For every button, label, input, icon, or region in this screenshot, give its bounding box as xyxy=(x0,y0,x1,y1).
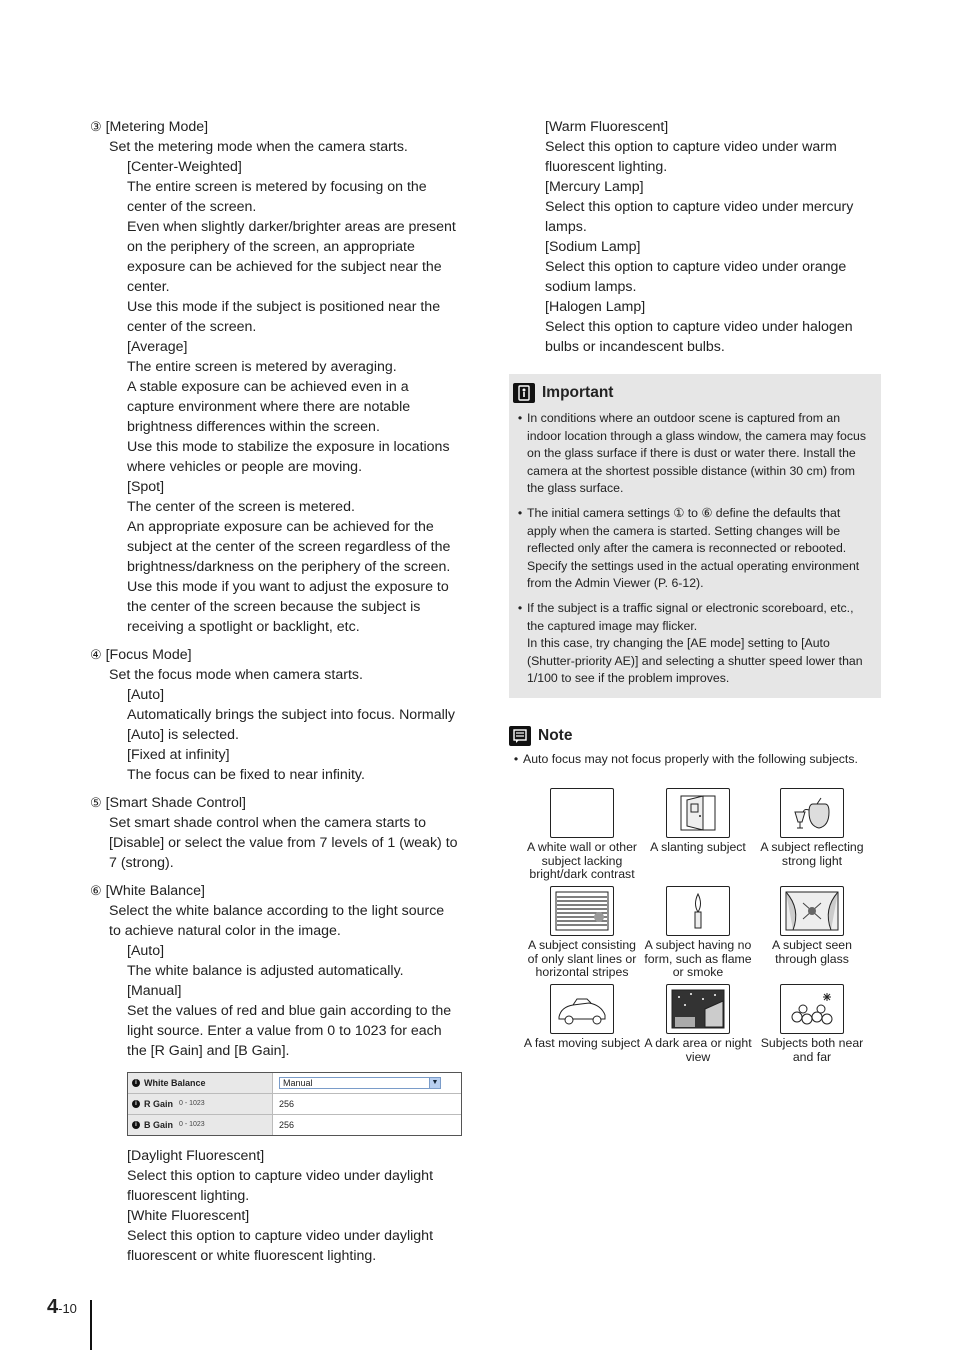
line-text: [Sodium Lamp] xyxy=(545,239,641,255)
line-text: [Auto] xyxy=(127,687,165,703)
text-line xyxy=(90,197,470,217)
line-text: A stable exposure can be achieved even in a xyxy=(127,379,409,395)
line-text: Select this option to capture video under daylight xyxy=(127,1168,434,1184)
flowers-near-far-icon xyxy=(780,984,844,1034)
text-line xyxy=(90,537,470,557)
moving-car-icon xyxy=(550,984,614,1034)
text-line xyxy=(90,377,470,397)
subject-caption: A fast moving subject xyxy=(523,1036,641,1050)
info-icon: i xyxy=(132,1079,140,1087)
important-bullets xyxy=(513,410,873,688)
gain-value[interactable]: 256 xyxy=(279,1099,295,1109)
line-text: center of the screen. xyxy=(127,199,257,215)
important-bullet xyxy=(513,505,873,593)
text-line xyxy=(90,257,470,277)
subject-example xyxy=(752,788,872,868)
settings-label xyxy=(128,1073,273,1093)
line-text: [Manual] xyxy=(127,983,182,999)
line-text: 7 (strong). xyxy=(109,855,174,871)
text-line xyxy=(90,437,470,457)
line-text: [White Balance] xyxy=(101,883,205,899)
line-text: Use this mode if the subject is positioned near the xyxy=(127,299,441,315)
text-line xyxy=(90,1246,470,1266)
line-text: on the periphery of the screen, an appropriate xyxy=(127,239,415,255)
important-header xyxy=(513,382,873,404)
section-heading xyxy=(90,793,470,813)
subject-caption: A slanting subject xyxy=(650,840,746,854)
info-icon: i xyxy=(132,1121,140,1129)
text-line xyxy=(90,397,470,417)
text-line xyxy=(90,921,470,941)
left-text-block-after xyxy=(90,1146,470,1266)
page-number xyxy=(47,1296,77,1319)
info-icon: i xyxy=(132,1100,140,1108)
text-line xyxy=(90,337,470,357)
subject-example xyxy=(638,788,758,855)
line-text: the center of the screen because the subject is xyxy=(127,599,421,615)
text-line xyxy=(90,1226,470,1246)
subject-example xyxy=(522,886,642,980)
line-text: subject at the center of the screen regardless of the xyxy=(127,539,451,555)
text-line xyxy=(90,517,470,537)
subject-example xyxy=(522,984,642,1051)
text-line xyxy=(526,137,886,157)
settings-value-cell xyxy=(273,1073,461,1093)
line-text: [Daylight Fluorescent] xyxy=(127,1148,265,1164)
label-text: R Gain xyxy=(144,1099,174,1109)
subject-example xyxy=(638,886,758,980)
text-line xyxy=(526,337,886,357)
line-text: [Auto] xyxy=(127,943,165,959)
line-text: [White Fluorescent] xyxy=(127,1208,250,1224)
line-text: Select this option to capture video under daylight xyxy=(127,1228,434,1244)
white-balance-select[interactable] xyxy=(279,1077,441,1089)
line-text: [Center-Weighted] xyxy=(127,159,242,175)
important-icon xyxy=(513,383,535,403)
line-text: the [R Gain] and [B Gain]. xyxy=(127,1043,290,1059)
text-line xyxy=(90,597,470,617)
text-line xyxy=(90,1166,470,1186)
footer-rule xyxy=(90,1300,92,1350)
subject-caption: A subject reflecting strong light xyxy=(760,840,864,868)
spacer xyxy=(90,873,470,881)
text-line xyxy=(90,685,470,705)
spacer xyxy=(90,637,470,645)
line-text: Select this option to capture video under mercury xyxy=(545,199,854,215)
text-line xyxy=(90,1041,470,1061)
subject-example xyxy=(638,984,758,1064)
line-text: [Warm Fluorescent] xyxy=(545,119,669,135)
left-text-block xyxy=(90,117,470,1061)
line-text: center of the screen. xyxy=(127,319,257,335)
section-heading xyxy=(90,117,470,137)
line-text: [Average] xyxy=(127,339,188,355)
label-text: B Gain xyxy=(144,1120,174,1130)
left-column xyxy=(90,117,470,1266)
text-line xyxy=(90,961,470,981)
line-text: Automatically brings the subject into focus. Normally xyxy=(127,707,456,723)
gain-value[interactable]: 256 xyxy=(279,1120,295,1130)
selected-value: Manual xyxy=(283,1078,313,1088)
blank-wall-icon xyxy=(550,788,614,838)
section-heading xyxy=(90,881,470,901)
slanted-door-icon xyxy=(666,788,730,838)
subject-caption: A white wall or other subject lacking bright/dark contrast xyxy=(526,840,638,881)
line-text: [Halogen Lamp] xyxy=(545,299,646,315)
chapter-number: 4 xyxy=(47,1296,59,1318)
line-text: [Disable] or select the value from 7 levels of 1 (weak) to xyxy=(109,835,458,851)
line-text: to achieve natural color in the image. xyxy=(109,923,341,939)
text-line xyxy=(90,217,470,237)
line-text: brightness differences within the screen. xyxy=(127,419,380,435)
important-bullet xyxy=(513,600,873,688)
bullet-dot: • xyxy=(517,411,523,425)
text-line xyxy=(90,901,470,921)
line-text: The center of the screen is metered. xyxy=(127,499,355,515)
text-line xyxy=(526,177,886,197)
text-line xyxy=(90,617,470,637)
text-line xyxy=(90,1021,470,1041)
subject-caption: Subjects both near and far xyxy=(760,1036,864,1064)
line-text: capture environment where there are notable xyxy=(127,399,411,415)
text-line xyxy=(90,853,470,873)
line-text: brightness/darkness on the periphery of the screen. xyxy=(127,559,451,575)
line-text: Even when slightly darker/brighter areas are present xyxy=(127,219,456,235)
item-number: ④ xyxy=(90,647,102,662)
text-line xyxy=(526,117,886,137)
item-number: ③ xyxy=(90,119,102,134)
text-line xyxy=(90,833,470,853)
text-line xyxy=(90,577,470,597)
text-line xyxy=(90,1001,470,1021)
line-text: bulbs or incandescent bulbs. xyxy=(545,339,725,355)
text-line xyxy=(526,197,886,217)
spacer xyxy=(90,785,470,793)
text-line xyxy=(90,277,470,297)
subject-caption: A subject seen through glass xyxy=(772,938,852,966)
subject-example xyxy=(752,984,872,1064)
text-line xyxy=(90,417,470,437)
line-text: Select this option to capture video under orange xyxy=(545,259,847,275)
text-line xyxy=(90,765,470,785)
line-text: center. xyxy=(127,279,170,295)
text-line xyxy=(90,705,470,725)
line-text: Set the focus mode when camera starts. xyxy=(109,667,363,683)
line-text: fluorescent lighting. xyxy=(127,1188,250,1204)
teapot-glass-icon xyxy=(780,788,844,838)
line-text: [Smart Shade Control] xyxy=(101,795,246,811)
line-text: An appropriate exposure can be achieved for the xyxy=(127,519,434,535)
bullet-text: In conditions where an outdoor scene is captured from an indoor location through a glass window, the camera may focus on the glass surface if there is dust or water there. Install the camera at the shortest possible distance (within 30 cm) from the glass surface. xyxy=(527,411,867,496)
text-line xyxy=(90,813,470,833)
note-title: Note xyxy=(538,727,573,744)
bullet-dot: • xyxy=(517,600,523,615)
text-line xyxy=(526,317,886,337)
line-text: [Spot] xyxy=(127,479,165,495)
text-line xyxy=(90,1206,470,1226)
line-text: Select the white balance according to the light source xyxy=(109,903,445,919)
line-text: light source. Enter a value from 0 to 1023 for each xyxy=(127,1023,442,1039)
line-text: Select this option to capture video under halogen xyxy=(545,319,853,335)
note-icon xyxy=(509,726,531,746)
settings-label xyxy=(128,1115,273,1135)
text-line xyxy=(90,745,470,765)
settings-label xyxy=(128,1094,273,1114)
text-line xyxy=(90,157,470,177)
text-line xyxy=(90,557,470,577)
line-text: exposure can be achieved for the subject near the xyxy=(127,259,442,275)
line-text: Set smart shade control when the camera starts to xyxy=(109,815,427,831)
line-text: [Fixed at infinity] xyxy=(127,747,230,763)
line-text: sodium lamps. xyxy=(545,279,637,295)
range-text: 0 - 1023 xyxy=(179,1121,205,1128)
settings-row xyxy=(128,1093,461,1114)
text-line xyxy=(90,725,470,745)
settings-value-cell xyxy=(273,1094,461,1114)
text-line xyxy=(90,177,470,197)
subject-example xyxy=(752,886,872,966)
bullet-text: If the subject is a traffic signal or electronic scoreboard, etc., the captured image may flicker. In this case, try changing the [AE mode] setting to [Auto (Shutter-priority AE)] and selecting a shutter speed lower than 1/100 to see if the problem improves. xyxy=(527,600,863,686)
line-text: Use this mode if you want to adjust the exposure to xyxy=(127,579,449,595)
text-line xyxy=(90,317,470,337)
note-text: Auto focus may not focus properly with the following subjects. xyxy=(523,752,858,766)
item-number: ⑤ xyxy=(90,795,102,810)
line-text: The white balance is adjusted automatically. xyxy=(127,963,404,979)
page-suffix: -10 xyxy=(58,1301,77,1316)
text-line xyxy=(90,357,470,377)
subject-caption: A subject consisting of only slant lines or horizontal stripes xyxy=(527,938,637,979)
line-text: lamps. xyxy=(545,219,587,235)
line-text: fluorescent or white fluorescent lighting. xyxy=(127,1248,377,1264)
item-number: ⑥ xyxy=(90,883,102,898)
note-box xyxy=(509,725,889,768)
line-text: receiving a spotlight or backlight, etc. xyxy=(127,619,360,635)
window-glass-icon xyxy=(780,886,844,936)
line-text: The entire screen is metered by focusing on the xyxy=(127,179,427,195)
text-line xyxy=(90,941,470,961)
line-text: Use this mode to stabilize the exposure in locations xyxy=(127,439,450,455)
bullet-text: The initial camera settings ① to ⑥ define the defaults that apply when the camera is started. Setting changes will be reflected only after the camera is reconnected or rebooted. Specify the settings used in the actual operating environment from the Admin Viewer (P. 6-12). xyxy=(527,505,860,591)
line-text: [Auto] is selected. xyxy=(127,727,239,743)
line-text: fluorescent lighting. xyxy=(545,159,668,175)
important-bullet xyxy=(513,410,873,498)
line-text: where vehicles or people are moving. xyxy=(127,459,363,475)
white-balance-settings-table xyxy=(127,1072,462,1136)
subject-caption: A dark area or night view xyxy=(644,1036,752,1064)
line-text: The focus can be fixed to near infinity. xyxy=(127,767,365,783)
important-title: Important xyxy=(542,384,614,401)
text-line xyxy=(90,137,470,157)
chevron-down-icon[interactable]: ▼ xyxy=(429,1078,440,1088)
note-bullet: • Auto focus may not focus properly with the following subjects. xyxy=(513,752,858,766)
line-text: Select this option to capture video under warm xyxy=(545,139,837,155)
line-text: Set the values of red and blue gain according to the xyxy=(127,1003,452,1019)
text-line xyxy=(526,237,886,257)
line-text: Set the metering mode when the camera starts. xyxy=(109,139,408,155)
text-line xyxy=(90,477,470,497)
line-text: The entire screen is metered by averaging. xyxy=(127,359,397,375)
text-line xyxy=(526,217,886,237)
night-view-icon xyxy=(666,984,730,1034)
important-box xyxy=(509,374,881,698)
text-line xyxy=(90,457,470,477)
text-line xyxy=(90,1186,470,1206)
text-line xyxy=(526,297,886,317)
candle-flame-icon xyxy=(666,886,730,936)
range-text: 0 - 1023 xyxy=(179,1100,205,1107)
subject-caption: A subject having no form, such as flame or smoke xyxy=(644,938,752,979)
section-heading xyxy=(90,645,470,665)
text-line xyxy=(526,277,886,297)
text-line xyxy=(90,497,470,517)
text-line xyxy=(90,665,470,685)
settings-row xyxy=(128,1114,461,1135)
line-text: [Focus Mode] xyxy=(101,647,192,663)
text-line xyxy=(90,237,470,257)
right-text-block xyxy=(526,117,886,357)
text-line xyxy=(526,157,886,177)
blinds-icon xyxy=(550,886,614,936)
line-text: [Mercury Lamp] xyxy=(545,179,644,195)
subject-example xyxy=(522,788,642,882)
line-text: [Metering Mode] xyxy=(101,119,209,135)
settings-row xyxy=(128,1073,461,1093)
text-line xyxy=(90,297,470,317)
bullet-dot: • xyxy=(517,505,523,520)
settings-value-cell xyxy=(273,1115,461,1135)
text-line xyxy=(90,1146,470,1166)
text-line xyxy=(526,257,886,277)
text-line xyxy=(90,981,470,1001)
right-column xyxy=(526,117,886,357)
label-text: White Balance xyxy=(144,1078,206,1088)
note-header xyxy=(509,725,889,747)
